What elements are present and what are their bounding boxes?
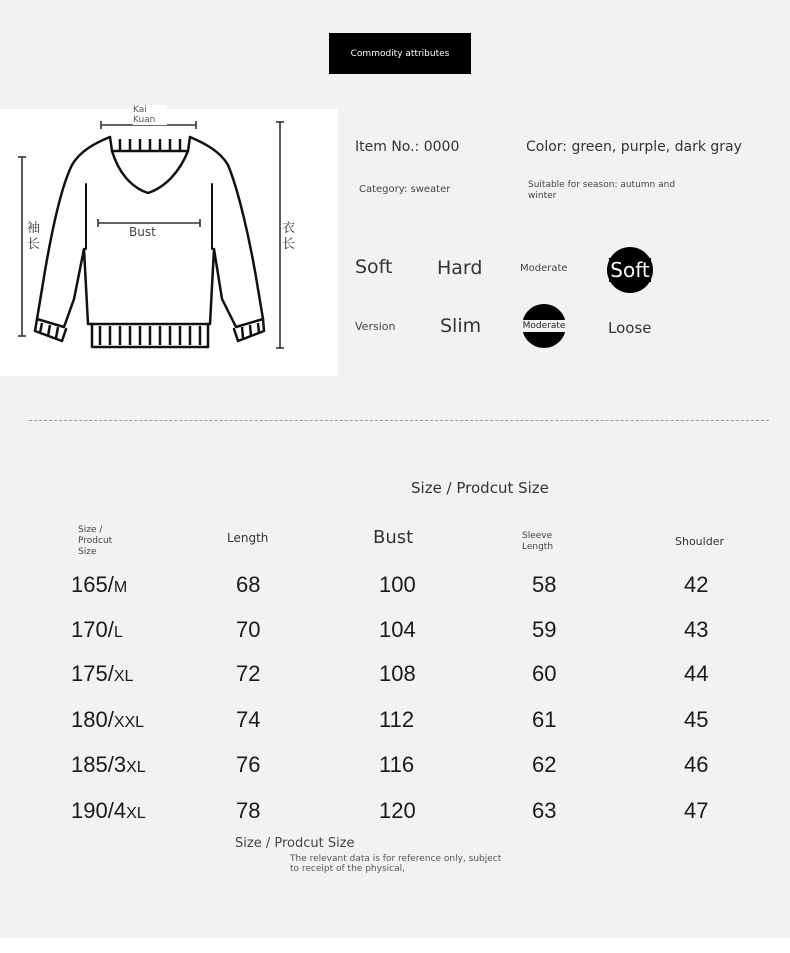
header-length: Length	[227, 531, 269, 545]
color-attribute: Color: green, purple, dark gray	[526, 139, 742, 155]
bust-cell: 116	[379, 752, 415, 777]
length-cell: 78	[236, 798, 261, 823]
header-size: Size / Prodcut Size	[78, 525, 113, 557]
size-suffix: M	[113, 579, 128, 596]
texture-selected-badge	[607, 247, 653, 293]
size-cell	[71, 572, 127, 598]
texture-hard: Hard	[437, 257, 483, 279]
bust-cell: 104	[379, 617, 416, 642]
length-cell: 70	[236, 617, 261, 642]
kai-kuan-label: Kai Kuan	[133, 105, 167, 125]
version-selected-badge	[522, 304, 566, 348]
shoulder-cell: 44	[684, 661, 709, 686]
bust-cell: 100	[379, 572, 416, 597]
sleeve-length-label	[27, 221, 40, 253]
sleeve-cell: 60	[532, 661, 557, 686]
size-number: 165/	[71, 572, 114, 597]
shoulder-cell: 42	[684, 572, 709, 597]
season-attribute: Suitable for season: autumn and winter	[528, 180, 676, 201]
size-suffix: L	[113, 624, 123, 641]
version-label: Version	[355, 320, 396, 333]
shoulder-cell: 45	[684, 707, 709, 732]
size-suffix: XL	[126, 805, 146, 822]
sleeve-cell: 62	[532, 752, 557, 777]
header-shoulder: Shoulder	[675, 535, 724, 548]
size-cell	[71, 661, 133, 687]
bust-cell: 120	[379, 798, 416, 823]
item-number: Item No.: 0000	[355, 139, 460, 155]
footer-size-title: Size / Prodcut Size	[235, 836, 355, 851]
sleeve-cell: 63	[532, 798, 557, 823]
banner-label: Commodity attributes	[350, 48, 450, 59]
length-cell: 76	[236, 752, 261, 777]
length-char-1: 衣	[282, 221, 296, 236]
size-suffix: XL	[126, 759, 146, 776]
version-slim: Slim	[440, 315, 482, 337]
shoulder-cell: 46	[684, 752, 709, 777]
texture-soft: Soft	[355, 256, 393, 278]
size-number: 175/	[71, 661, 114, 686]
shoulder-cell: 43	[684, 617, 709, 642]
size-cell	[71, 798, 146, 824]
texture-selected-label: Soft	[610, 258, 650, 282]
length-char-2: 长	[282, 237, 296, 252]
header-bust: Bust	[373, 527, 414, 548]
shoulder-cell: 47	[684, 798, 709, 823]
texture-moderate: Moderate	[520, 263, 568, 274]
header-sleeve-length: Sleeve Length	[522, 531, 554, 552]
size-cell	[71, 617, 123, 643]
sweater-diagram	[0, 105, 338, 376]
version-loose: Loose	[608, 319, 652, 337]
length-cell: 72	[236, 661, 261, 686]
section-divider	[29, 420, 769, 421]
bust-cell: 112	[379, 707, 415, 732]
size-cell	[71, 752, 146, 778]
bust-diagram-label: Bust	[129, 225, 156, 239]
size-suffix: XXL	[113, 714, 145, 731]
size-suffix: XL	[113, 668, 134, 685]
size-cell	[71, 707, 144, 733]
size-number: 190/4	[71, 798, 127, 823]
sleeve-char-2: 长	[27, 237, 41, 252]
bust-cell: 108	[379, 661, 416, 686]
sleeve-cell: 59	[532, 617, 557, 642]
size-section-title: Size / Prodcut Size	[411, 479, 549, 497]
body-length-label	[282, 221, 295, 253]
size-number: 180/	[71, 707, 114, 732]
length-cell: 74	[236, 707, 261, 732]
category-attribute: Category: sweater	[359, 184, 451, 195]
length-cell: 68	[236, 572, 261, 597]
reference-note: The relevant data is for reference only, subject to receipt of the physical,	[290, 854, 502, 874]
version-selected-label: Moderate	[522, 321, 566, 331]
sleeve-cell: 61	[532, 707, 557, 732]
sleeve-cell: 58	[532, 572, 557, 597]
size-number: 185/3	[71, 752, 127, 777]
commodity-attributes-banner	[329, 33, 471, 74]
size-number: 170/	[71, 617, 114, 642]
sleeve-char-1: 袖	[27, 221, 41, 236]
